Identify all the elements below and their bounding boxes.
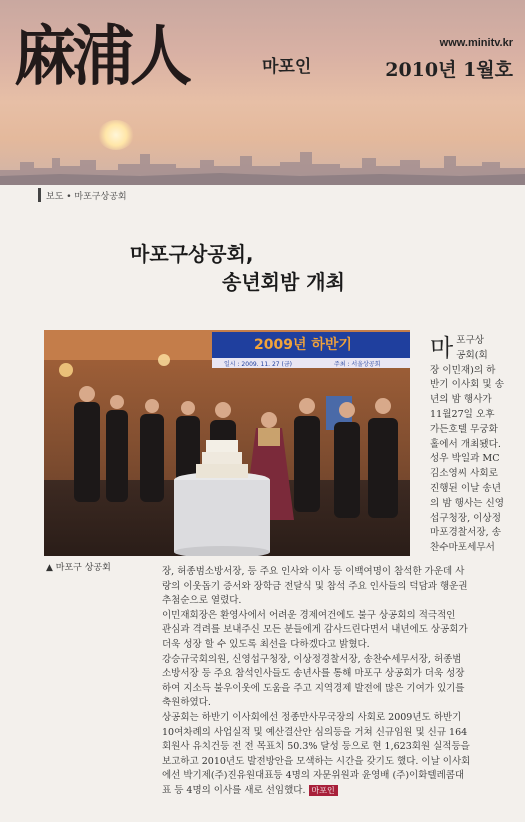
headline-line-1: 마포구상공회,	[130, 242, 254, 266]
end-tag: 마포인	[309, 785, 338, 796]
body-line-text: 표 등 4명의 이사를 새로 선임했다.	[162, 784, 306, 796]
column-line: 의 밤 행사는 신영	[430, 497, 505, 509]
column-line: 포구상	[456, 335, 484, 346]
masthead	[0, 0, 525, 185]
body-line: 회원사 유치건등 전 전 목표치 50.3% 달성 등으로 현 1,623회원 실적등을	[162, 741, 470, 753]
body-line: 추첨순으로 열렸다.	[162, 595, 242, 607]
column-line: 11월27일 오후	[430, 408, 495, 420]
event-photo	[44, 330, 410, 556]
column-line: 김소영씨 사회로	[430, 468, 498, 480]
column-line: 마포경찰서장, 송	[430, 527, 501, 539]
column-line: 공회(회	[456, 349, 488, 361]
article-side-column	[430, 334, 512, 556]
column-line: 성우 박일과 MC	[430, 453, 500, 465]
masthead-logo-korean: 마포인	[262, 57, 312, 77]
body-line-last	[162, 784, 514, 799]
body-line: 장, 허종범소방서장, 등 주요 인사와 이사 등 이백여명이 참석한 가운데 사	[162, 566, 465, 577]
body-line: 하여 지소득 불우이웃에 도움을 주고 지역경제 발전에 많은 기여가 있기를	[162, 682, 465, 694]
issue-date: 2010년 1월호	[385, 59, 513, 81]
body-line: 소방서장 등 주요 참석인사들도 송년사를 통해 마포구 상공회가 더욱 성장	[162, 668, 465, 680]
website-link[interactable]: www.minitv.kr	[439, 37, 513, 49]
paragraph-3	[162, 653, 514, 711]
body-line: 보고하고 2010년도 발전방안을 모색하는 시간을 갖기도 했다. 이날 이사회	[162, 755, 471, 767]
column-line: 섭구청장, 이상정	[430, 512, 501, 524]
column-line: 가든호텔 무궁화	[430, 423, 498, 435]
body-line: 더욱 성장 할 수 있도록 최선을 다하겠다고 밝혔다.	[162, 638, 370, 650]
banner-date: 일시 : 2009. 11. 27 (금)	[224, 361, 292, 368]
photo-caption: ▲ 마포구 상공회	[46, 563, 111, 573]
body-line: 상공회는 하반기 이사회에선 정종만사무국장의 사회로 2009년도 하반기	[162, 711, 462, 723]
body-line: 10여차례의 사업실적 및 예산결산안 심의등을 거쳐 신규임원 및 신규 164	[162, 726, 468, 738]
column-line: 홀에서 개최됐다.	[430, 438, 501, 450]
column-line: 장 이민재)의 하	[430, 364, 496, 376]
body-line: 강승규국회의원, 신영섭구청장, 이상정경찰서장, 송찬수세무서장, 허종범	[162, 653, 462, 665]
body-line: 축원하였다.	[162, 697, 211, 709]
headline-line-2: 송년회밤 개최	[222, 270, 345, 294]
masthead-logo: 麻浦人	[14, 17, 189, 95]
column-line: 찬수마포세무서	[430, 542, 495, 554]
banner-host: 주최 : 서울상공회	[334, 361, 381, 368]
body-line: 이민재회장은 환영사에서 어려운 경제여건에도 불구 상공회의 적극적인	[162, 609, 456, 621]
column-line: 진행된 이날 송년	[430, 482, 501, 494]
column-line: 년의 밤 행사가	[430, 394, 492, 406]
article-body	[162, 565, 514, 799]
event-photo-illustration	[44, 330, 410, 556]
column-line: 반기 이사회 및 송	[430, 379, 505, 391]
city-skyline	[0, 140, 525, 185]
body-line: 에선 박기제(주)진유원대표등 4명의 자문위원과 윤영배 (주)이화텔레콤대	[162, 770, 465, 782]
banner-title: 2009년 하반기	[254, 337, 352, 353]
paragraph-1	[162, 565, 514, 609]
body-line: 관심과 격려를 보내주신 모든 분들에게 감사드린다면서 내년에도 상공회가	[162, 624, 468, 636]
body-line: 랑의 이웃돕기 증서와 장학금 전달식 및 참석 주요 인사들의 덕담과 행운권	[162, 580, 468, 592]
section-label: 보도 • 마포구상공회	[46, 192, 127, 202]
paragraph-4	[162, 711, 514, 799]
drop-cap: 마	[430, 334, 454, 362]
section-marker	[38, 188, 41, 202]
paragraph-2	[162, 609, 514, 653]
